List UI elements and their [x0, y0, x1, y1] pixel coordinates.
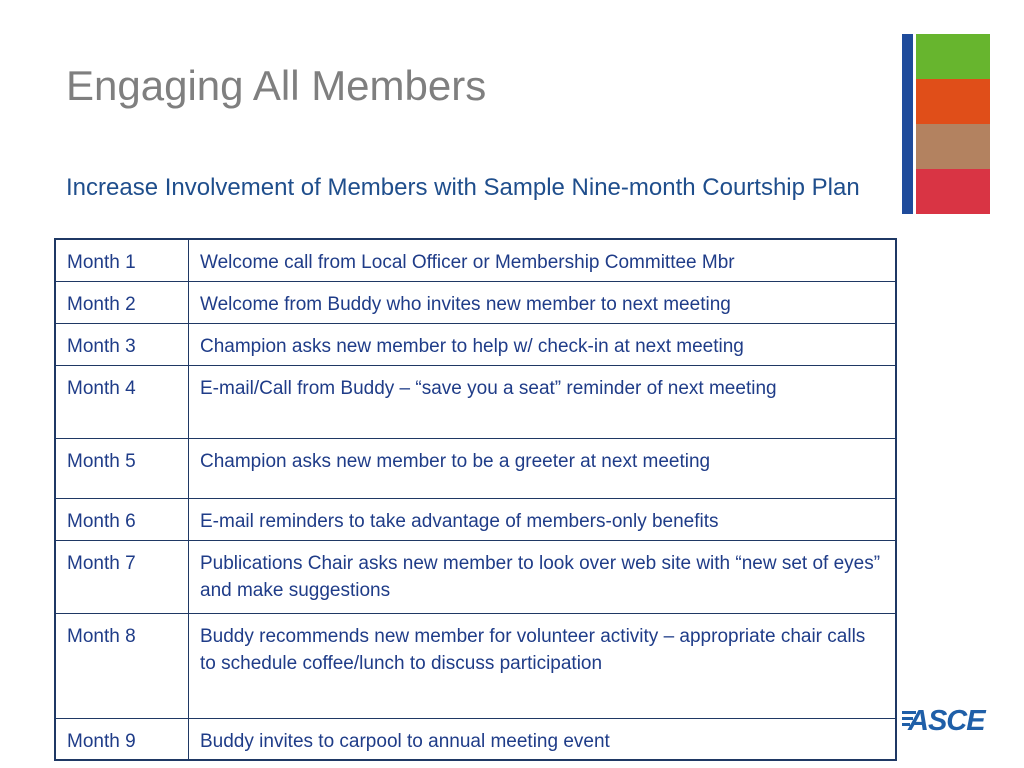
activity-cell: Welcome call from Local Officer or Membership Committee Mbr	[189, 239, 897, 281]
month-cell: Month 5	[55, 438, 189, 498]
slide-title: Engaging All Members	[66, 62, 487, 109]
activity-cell: Welcome from Buddy who invites new member to next meeting	[189, 281, 897, 323]
table-row	[55, 323, 896, 365]
table-row	[55, 281, 896, 323]
table-row	[55, 613, 896, 718]
month-cell: Month 1	[55, 239, 189, 281]
table-row	[55, 718, 896, 760]
activity-cell: Buddy recommends new member for volunteer activity – appropriate chair calls to schedule coffee/lunch to discuss participation	[189, 613, 897, 718]
courtship-plan-table	[54, 238, 897, 761]
activity-cell: E-mail reminders to take advantage of members-only benefits	[189, 498, 897, 540]
activity-cell: Champion asks new member to be a greeter at next meeting	[189, 438, 897, 498]
decorative-orange-block	[916, 79, 990, 124]
logo-text: ASCE	[908, 705, 985, 736]
month-cell: Month 2	[55, 281, 189, 323]
table-row	[55, 540, 896, 613]
table-row	[55, 498, 896, 540]
month-cell: Month 8	[55, 613, 189, 718]
asce-logo	[902, 702, 992, 736]
activity-cell: Buddy invites to carpool to annual meeting event	[189, 718, 897, 760]
decorative-tan-block	[916, 124, 990, 169]
activity-cell: E-mail/Call from Buddy – “save you a seat” reminder of next meeting	[189, 365, 897, 438]
slide-subtitle: Increase Involvement of Members with Sample Nine-month Courtship Plan	[66, 174, 860, 201]
activity-cell: Publications Chair asks new member to look over web site with “new set of eyes” and make suggestions	[189, 540, 897, 613]
table-row	[55, 438, 896, 498]
month-cell: Month 7	[55, 540, 189, 613]
month-cell: Month 4	[55, 365, 189, 438]
month-cell: Month 3	[55, 323, 189, 365]
table-row	[55, 365, 896, 438]
decorative-green-block	[916, 34, 990, 79]
activity-cell: Champion asks new member to help w/ check-in at next meeting	[189, 323, 897, 365]
decorative-red-block	[916, 169, 990, 214]
month-cell: Month 9	[55, 718, 189, 760]
month-cell: Month 6	[55, 498, 189, 540]
table-row	[55, 239, 896, 281]
decorative-blue-bar	[902, 34, 913, 214]
